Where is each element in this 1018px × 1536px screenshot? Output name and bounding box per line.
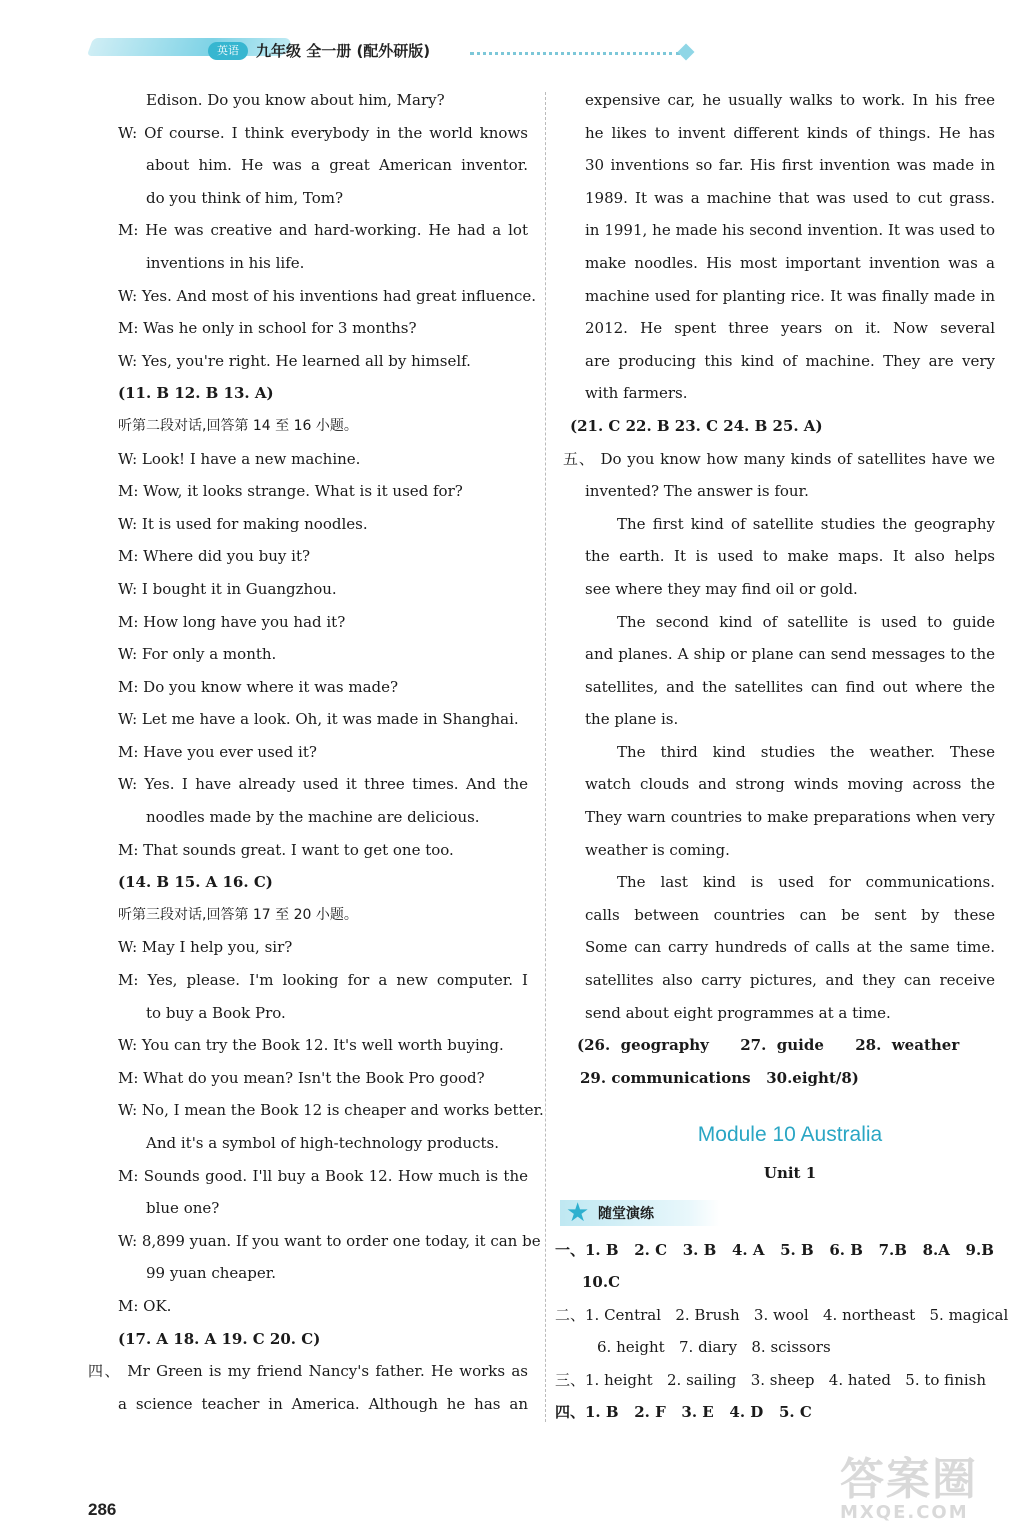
text-line: M: Sounds good. I'll buy a Book 12. How much is the: [118, 1166, 528, 1185]
text-line: W: May I help you, sir?: [118, 938, 293, 957]
text-line: M: Do you know where it was made?: [118, 677, 399, 696]
text-line: M: How long have you had it?: [118, 612, 346, 631]
text-line: W: It is used for making noodles.: [118, 514, 368, 533]
answer-line: (11. B 12. B 13. A): [118, 384, 274, 403]
section-instruction: 听第二段对话,回答第 14 至 16 小题。: [118, 417, 358, 434]
text-line: W: 8,899 yuan. If you want to order one today, it can be: [118, 1231, 541, 1250]
text-line: W: Yes. I have already used it three times. And the: [118, 775, 528, 794]
text-line: M: OK.: [118, 1296, 172, 1315]
text-line: 1989. It was a machine that was used to cut grass.: [585, 188, 995, 207]
text-line: The second kind of satellite is used to guide: [617, 612, 995, 631]
text-line: Some can carry hundreds of calls at the same time.: [585, 938, 995, 957]
text-line: 99 yuan cheaper.: [146, 1264, 277, 1283]
text-line: The last kind is used for communications.: [617, 873, 995, 892]
text-line: W: Look! I have a new machine.: [118, 449, 361, 468]
unit-title: Unit 1: [763, 1164, 817, 1182]
text-line: do you think of him, Tom?: [146, 188, 344, 207]
exercise-answers: 10.C: [582, 1273, 621, 1291]
watermark-text: 答案圈: [840, 1454, 978, 1505]
text-line: he likes to invent different kinds of things. He has: [585, 123, 995, 142]
text-line: satellites also carry pictures, and they can receive: [585, 971, 995, 990]
header-diamond-icon: [678, 44, 695, 61]
exercise-answers: 二、1. Central 2. Brush 3. wool 4. northeast 5. magical: [555, 1306, 1009, 1324]
text-line: satellites, and the satellites can find out where the: [585, 677, 995, 696]
text-line: and planes. A ship or plane can send messages to the: [585, 645, 995, 664]
text-line: Edison. Do you know about him, Mary?: [146, 91, 445, 109]
text-line: the earth. It is used to make maps. It also helps: [585, 547, 995, 566]
text-line: calls between countries can be sent by these: [585, 905, 995, 924]
section-instruction: 听第三段对话,回答第 17 至 20 小题。: [118, 906, 358, 923]
text-line: M: He was creative and hard-working. He had a lot: [118, 221, 528, 240]
text-line: W: You can try the Book 12. It's well worth buying.: [118, 1036, 504, 1055]
text-line: The first kind of satellite studies the geography: [617, 514, 995, 533]
exercise-answers: 三、1. height 2. sailing 3. sheep 4. hated 5. to finish: [555, 1371, 987, 1389]
text-line: W: Yes, you're right. He learned all by himself.: [118, 351, 471, 370]
text-line: 2012. He spent three years on it. Now several: [585, 319, 995, 338]
text-line: the plane is.: [585, 710, 679, 729]
practice-label: 随堂演练: [598, 1206, 654, 1222]
right-column: [563, 84, 995, 1094]
text-line: see where they may find oil or gold.: [585, 579, 858, 598]
text-line: watch clouds and strong winds moving across the: [585, 775, 995, 794]
header-dotted-line: [470, 52, 680, 55]
text-line: are producing this kind of machine. They are very: [585, 351, 995, 370]
text-line: blue one?: [146, 1199, 220, 1218]
text-line: W: Yes. And most of his inventions had great influence.: [118, 286, 537, 305]
exercise-answers: 6. height 7. diary 8. scissors: [597, 1338, 831, 1356]
watermark-logo: [840, 1454, 1010, 1528]
text-line: about him. He was a great American inventor.: [146, 156, 528, 175]
star-icon: ★: [566, 1198, 590, 1228]
module-title: Module 10 Australia: [697, 1123, 883, 1146]
text-line: M: Where did you buy it?: [118, 547, 311, 566]
text-line: W: For only a month.: [118, 645, 277, 664]
subject-badge: 英语: [208, 42, 248, 60]
text-line: M: Have you ever used it?: [118, 742, 317, 761]
text-line: with farmers.: [585, 384, 688, 403]
exercise-answers: 四、1. B 2. F 3. E 4. D 5. C: [555, 1403, 812, 1421]
text-line: in 1991, he made his second invention. It was used to: [585, 221, 995, 240]
answer-line: 29. communications 30.eight/8): [580, 1068, 859, 1087]
watermark-url: MXQE.COM: [840, 1502, 969, 1523]
text-line: W: Let me have a look. Oh, it was made in Shanghai.: [118, 710, 519, 729]
text-line: M: Wow, it looks strange. What is it used for?: [118, 482, 463, 501]
text-line: M: That sounds great. I want to get one too.: [118, 840, 454, 859]
text-line: expensive car, he usually walks to work. In his free: [585, 91, 995, 109]
text-line: 五、 Do you know how many kinds of satellites have we: [563, 449, 995, 468]
text-line: invented? The answer is four.: [585, 482, 809, 501]
text-line: M: Yes, please. I'm looking for a new computer. I: [118, 971, 528, 990]
text-line: 30 inventions so far. His first invention was made in: [585, 156, 995, 175]
page-number: 286: [88, 1500, 117, 1519]
text-line: to buy a Book Pro.: [146, 1003, 286, 1022]
answer-line: (26. geography 27. guide 28. weather: [577, 1036, 960, 1055]
left-column: [88, 84, 544, 1420]
text-line: M: What do you mean? Isn't the Book Pro good?: [118, 1068, 485, 1087]
text-line: inventions in his life.: [146, 253, 305, 272]
answer-line: (17. A 18. A 19. C 20. C): [118, 1329, 321, 1348]
text-line: And it's a symbol of high-technology products.: [146, 1134, 500, 1152]
text-line: W: Of course. I think everybody in the world knows: [118, 123, 528, 142]
text-line: M: Was he only in school for 3 months?: [118, 319, 417, 338]
text-line: a science teacher in America. Although he has an: [118, 1394, 528, 1413]
answer-line: (21. C 22. B 23. C 24. B 25. A): [570, 416, 823, 435]
text-line: send about eight programmes at a time.: [585, 1003, 891, 1022]
text-line: W: I bought it in Guangzhou.: [118, 579, 337, 598]
text-line: weather is coming.: [585, 840, 730, 859]
exercise-answers: 一、1. B 2. C 3. B 4. A 5. B 6. B 7.B 8.A 9.B: [555, 1241, 994, 1259]
text-line: make noodles. His most important invention was a: [585, 253, 995, 272]
grade-title: 九年级 全一册 (配外研版): [256, 42, 431, 60]
text-line: W: No, I mean the Book 12 is cheaper and works better.: [118, 1101, 544, 1120]
text-line: noodles made by the machine are delicious.: [146, 808, 480, 827]
text-line: The third kind studies the weather. These: [617, 742, 995, 761]
page-header: [0, 0, 1018, 80]
column-divider: [545, 92, 546, 1422]
answer-line: (14. B 15. A 16. C): [118, 873, 273, 892]
text-line: machine used for planting rice. It was finally made in: [585, 286, 995, 305]
text-line: They warn countries to make preparations when very: [585, 808, 995, 827]
text-line: 四、 Mr Green is my friend Nancy's father. He works as: [88, 1362, 528, 1381]
